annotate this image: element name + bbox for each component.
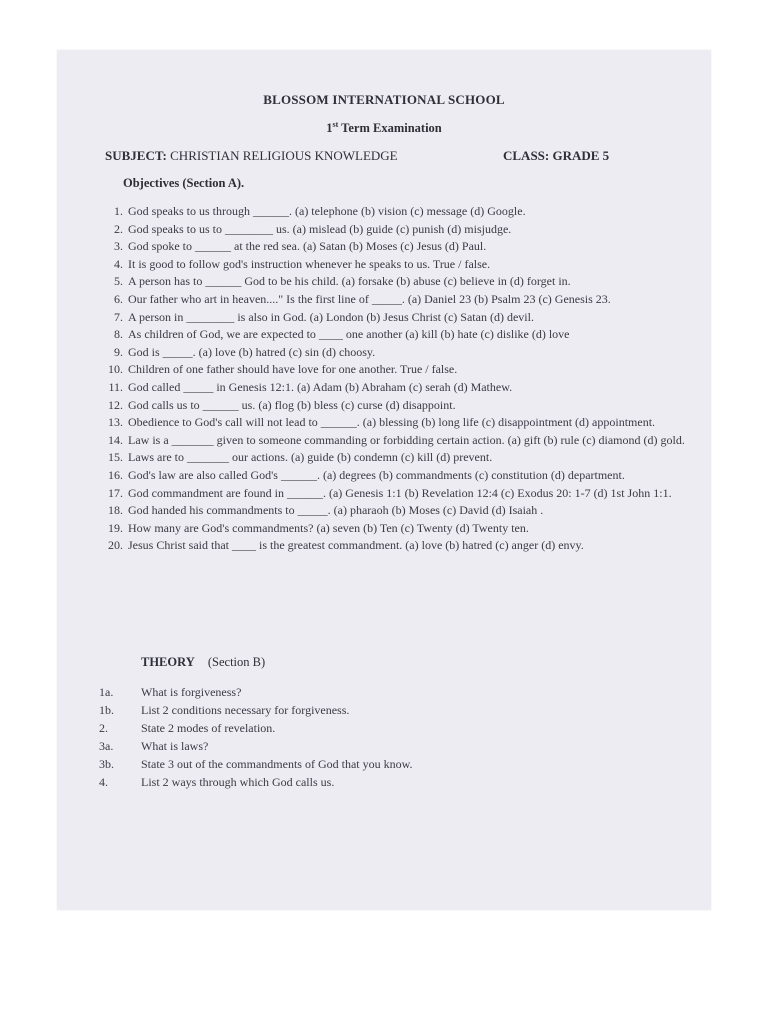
subject-row (105, 148, 645, 164)
question-item (99, 221, 699, 239)
school-name: BLOSSOM INTERNATIONAL SCHOOL (263, 92, 505, 107)
question-item (99, 520, 699, 538)
question-item (99, 414, 699, 432)
theory-item (99, 719, 659, 737)
question-text: Laws are to _______ our actions. (a) guide (b) condemn (c) kill (d) prevent. (128, 450, 493, 465)
question-text: Obedience to God's call will not lead to ______. (a) blessing (b) long life (c) disappointment (d) appointment. (128, 415, 656, 430)
question-item (99, 361, 699, 379)
question-item (99, 467, 699, 485)
question-item (99, 273, 699, 291)
theory-number: 1a. (99, 685, 114, 699)
question-number: 11. (108, 379, 123, 394)
theory-text: What is laws? (141, 739, 209, 753)
question-number: 14. (108, 432, 123, 447)
question-item (99, 326, 699, 344)
question-text: God is _____. (a) love (b) hatred (c) sin (d) choosy. (128, 344, 376, 359)
subject-label: SUBJECT: (105, 148, 167, 163)
question-item (99, 432, 699, 450)
question-number: 19. (108, 520, 123, 535)
section-a-title: Objectives (Section A). (123, 176, 245, 190)
question-number: 4. (114, 256, 123, 271)
question-text: A person in ________ is also in God. (a) London (b) Jesus Christ (c) Satan (d) devil. (128, 309, 534, 324)
question-item (99, 309, 699, 327)
question-item (99, 344, 699, 362)
theory-number: 2. (99, 721, 108, 735)
theory-subheading: (Section B) (207, 655, 266, 669)
term-title (57, 120, 711, 136)
subject-value: CHRISTIAN RELIGIOUS KNOWLEDGE (170, 148, 398, 163)
question-number: 5. (114, 274, 123, 289)
theory-item (99, 683, 659, 701)
question-number: 2. (114, 221, 123, 236)
theory-item (99, 737, 659, 755)
question-text: God commandment are found in ______. (a) Genesis 1:1 (b) Revelation 12:4 (c) Exodus 20: 1-7 (d) 1st John 1:1. (128, 485, 672, 500)
question-item (99, 502, 699, 520)
theory-item (99, 755, 659, 773)
question-number: 1. (114, 204, 123, 218)
question-text: It is good to follow god's instruction whenever he speaks to us. True / false. (128, 256, 491, 271)
question-number: 13. (108, 415, 123, 430)
question-text: Law is a _______ given to someone commanding or forbidding certain action. (a) gift (b) rule (c) diamond (d) gold. (128, 432, 685, 447)
question-number: 10. (108, 362, 123, 377)
theory-number: 4. (99, 775, 108, 789)
question-item (99, 397, 699, 415)
theory-number: 3b. (99, 757, 114, 771)
question-text: How many are God's commandments? (a) seven (b) Ten (c) Twenty (d) Twenty ten. (128, 520, 529, 535)
question-text: As children of God, we are expected to ____ one another (a) kill (b) hate (c) dislike (d) love (128, 327, 570, 342)
question-item (99, 537, 699, 555)
question-item (99, 379, 699, 397)
theory-text: State 2 modes of revelation. (141, 721, 276, 735)
question-text: God calls us to ______ us. (a) flog (b) bless (c) curse (d) disappoint. (128, 397, 456, 412)
question-item (99, 203, 699, 221)
exam-paper (57, 50, 711, 910)
section-b-title (141, 655, 265, 670)
question-number: 7. (114, 309, 123, 324)
question-item (99, 256, 699, 274)
theory-number: 1b. (99, 703, 114, 717)
question-text: God speaks to us to ________ us. (a) mislead (b) guide (c) punish (d) misjudge. (128, 221, 512, 236)
question-number: 6. (114, 291, 123, 306)
question-text: Jesus Christ said that ____ is the greatest commandment. (a) love (b) hatred (c) anger (d) envy. (128, 538, 584, 553)
question-number: 20. (108, 538, 123, 553)
theory-text: State 3 out of the commandments of God that you know. (141, 757, 413, 771)
theory-list (99, 683, 659, 791)
question-item (99, 291, 699, 309)
term-number: 1 (326, 121, 333, 136)
question-text: Our father who art in heaven...." Is the first line of _____. (a) Daniel 23 (b) Psalm 23 (c) Genesis 23. (128, 291, 611, 306)
theory-text: List 2 conditions necessary for forgiveness. (141, 703, 350, 717)
theory-item (99, 773, 659, 791)
question-item (99, 238, 699, 256)
question-number: 3. (114, 239, 123, 254)
question-number: 16. (108, 467, 123, 482)
theory-text: List 2 ways through which God calls us. (141, 775, 335, 789)
question-text: God called _____ in Genesis 12:1. (a) Adam (b) Abraham (c) serah (d) Mathew. (128, 379, 513, 394)
question-number: 15. (108, 450, 123, 465)
question-text: A person has to ______ God to be his child. (a) forsake (b) abuse (c) believe in (d) forget in. (128, 274, 571, 289)
theory-heading: THEORY (141, 655, 195, 669)
question-number: 8. (114, 327, 123, 342)
question-number: 18. (108, 503, 123, 518)
question-text: God spoke to ______ at the red sea. (a) Satan (b) Moses (c) Jesus (d) Paul. (128, 239, 487, 254)
question-number: 17. (108, 485, 123, 500)
theory-item (99, 701, 659, 719)
class-label: CLASS: GRADE 5 (503, 148, 610, 163)
question-text: God handed his commandments to _____. (a) pharaoh (b) Moses (c) David (d) Isaiah . (128, 503, 544, 518)
question-text: God speaks to us through ______. (a) telephone (b) vision (c) message (d) Google. (128, 204, 526, 218)
question-number: 12. (108, 397, 123, 412)
question-item (99, 485, 699, 503)
theory-text: What is forgiveness? (141, 685, 242, 699)
question-text: God's law are also called God's ______. (a) degrees (b) commandments (c) constitution (d) department. (128, 467, 625, 482)
term-superscript: st (332, 120, 339, 129)
question-text: Children of one father should have love for one another. True / false. (128, 362, 458, 377)
objectives-list (99, 203, 699, 555)
theory-number: 3a. (99, 739, 114, 753)
question-number: 9. (114, 344, 123, 359)
question-item (99, 449, 699, 467)
term-text: Term Examination (338, 121, 442, 136)
